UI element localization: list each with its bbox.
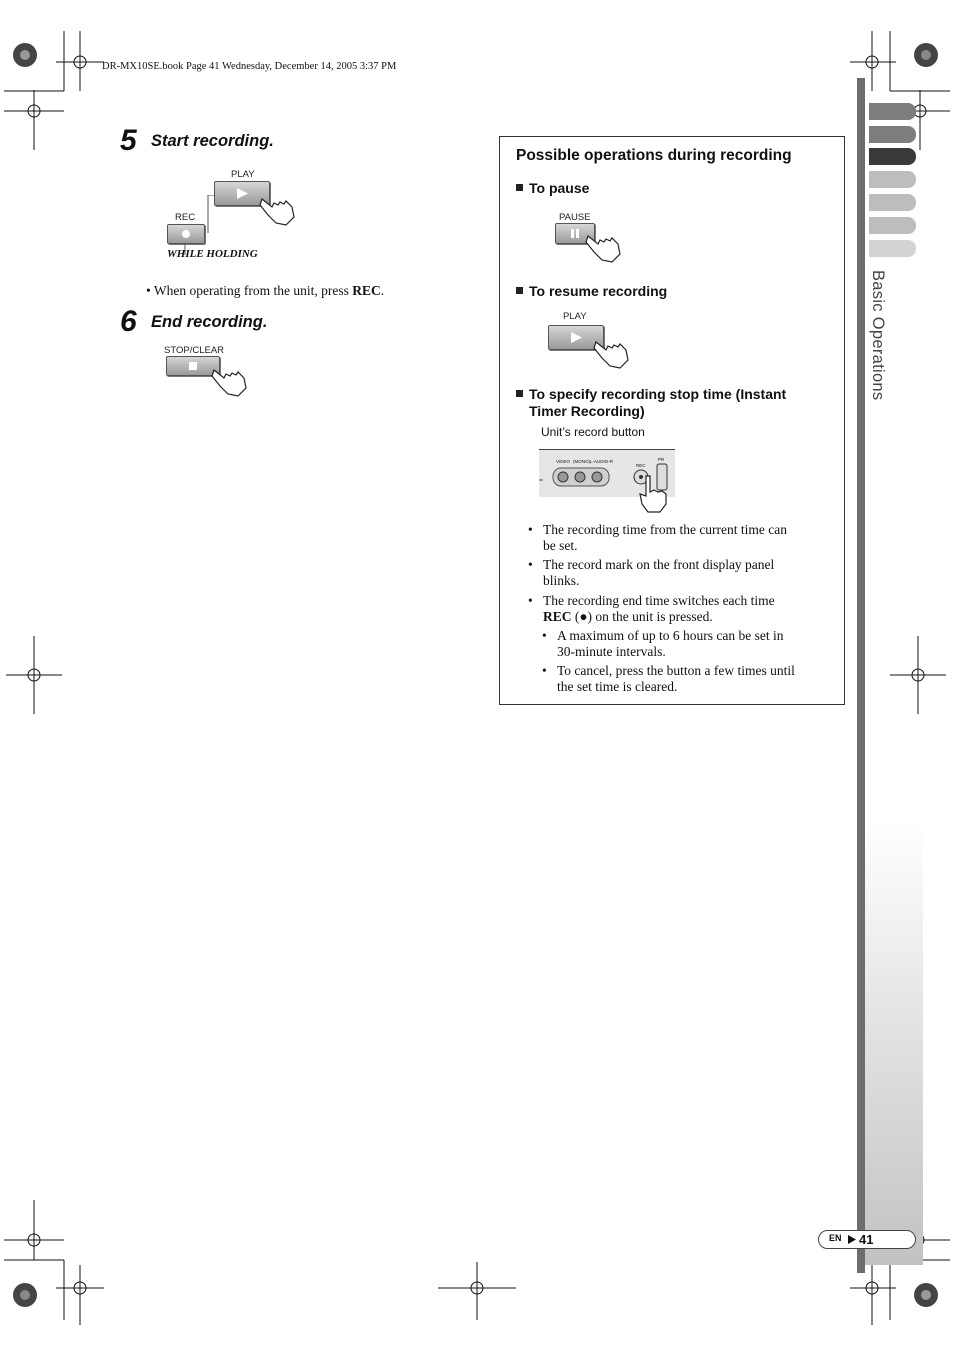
- bullet-3-rec-bold: REC: [543, 609, 572, 624]
- hand-pointer-icon: [210, 364, 252, 398]
- sub-bullet-dot: •: [542, 628, 547, 643]
- timer-heading-line1: To specify recording stop time (Instant: [529, 386, 787, 402]
- bullet-3-line1: The recording end time switches each time: [543, 593, 775, 608]
- resume-play-button-label: PLAY: [563, 311, 587, 322]
- resume-heading-text: To resume recording: [529, 283, 668, 299]
- bullet-1-line1: The recording time from the current time can: [543, 522, 788, 537]
- timer-heading: [516, 386, 786, 420]
- section-tab-2[interactable]: [869, 126, 916, 143]
- section-tab-3-active[interactable]: [869, 148, 916, 165]
- unit-audio-label: (MONO)L-AUDIO-R: [573, 459, 613, 464]
- sub-bullet-1-line2: 30-minute intervals.: [557, 644, 666, 659]
- sidebar-section-label-text: Basic Operations: [869, 270, 887, 401]
- section-tab-4[interactable]: [869, 171, 916, 188]
- hand-pointer-icon: [636, 474, 672, 514]
- section-tab-1[interactable]: [869, 103, 916, 120]
- panel-title: Possible operations during recording: [516, 147, 792, 164]
- section-tab-5[interactable]: [869, 194, 916, 211]
- sub-bullet-2-line1: To cancel, press the button a few times until: [557, 663, 795, 678]
- sub-bullet-item-2: [542, 663, 832, 695]
- bullet-item-1: [528, 522, 828, 554]
- square-bullet-icon: [516, 390, 523, 397]
- unit-record-button-caption: Unit’s record button: [541, 425, 645, 439]
- bullet-3-line2-rest: (●) on the unit is pressed.: [571, 609, 713, 624]
- sidebar-vertical-bar: [857, 78, 865, 1273]
- sub-bullet-item-1: [542, 628, 832, 660]
- rec-button-label: REC: [175, 212, 196, 223]
- sub-bullet-1-line1: A maximum of up to 6 hours can be set in: [557, 628, 784, 643]
- page-number: 41: [859, 1232, 874, 1247]
- resume-heading: [516, 283, 667, 299]
- unit-video-label: VIDEO: [556, 459, 571, 464]
- hand-pointer-icon: [584, 230, 626, 264]
- step-5-note: [146, 283, 384, 299]
- page-number-badge: [818, 1230, 916, 1249]
- pause-heading-text: To pause: [529, 180, 590, 196]
- bullet-dot: •: [528, 593, 533, 608]
- note-prefix: When operating from the unit, press: [153, 283, 353, 298]
- unit-rec-label: REC: [636, 463, 646, 468]
- play-button-label: PLAY: [231, 169, 255, 180]
- pause-button-label: PAUSE: [559, 212, 591, 223]
- sub-bullet-dot: •: [542, 663, 547, 678]
- bullet-item-2: [528, 557, 828, 589]
- hand-pointer-icon: [592, 336, 634, 370]
- step-6-title: End recording.: [151, 313, 268, 331]
- unit-pr-label: PR: [658, 457, 665, 462]
- stop-clear-button-label: STOP/CLEAR: [164, 345, 225, 356]
- square-bullet-icon: [516, 287, 523, 294]
- file-info-header: DR-MX10SE.book Page 41 Wednesday, December 14, 2005 3:37 PM: [102, 61, 397, 72]
- bullet-2-line1: The record mark on the front display panel: [543, 557, 775, 572]
- language-code: EN: [829, 1233, 842, 1243]
- sub-bullet-2-line2: the set time is cleared.: [557, 679, 678, 694]
- bullet-dot: •: [146, 283, 151, 298]
- step-5-title: Start recording.: [151, 132, 274, 150]
- hold-connector-lines: [180, 195, 220, 255]
- bullet-1-line2: be set.: [543, 538, 578, 553]
- arrow-right-icon: [848, 1235, 856, 1244]
- sidebar-gradient: [865, 820, 923, 1265]
- section-tab-7[interactable]: [869, 240, 916, 257]
- timer-heading-line2: Timer Recording): [529, 403, 645, 419]
- bullet-item-3: [528, 593, 828, 625]
- step-6-number: 6: [120, 305, 137, 338]
- sidebar-section-label: [862, 270, 892, 410]
- hand-pointer-icon: [258, 193, 300, 227]
- bullet-2-line2: blinks.: [543, 573, 580, 588]
- note-rec-bold: REC: [352, 283, 381, 298]
- square-bullet-icon: [516, 184, 523, 191]
- pause-heading: [516, 180, 589, 196]
- section-tab-6[interactable]: [869, 217, 916, 234]
- bullet-dot: •: [528, 522, 533, 537]
- note-suffix: .: [380, 283, 385, 298]
- while-holding-label: WHILE HOLDING: [167, 248, 258, 260]
- step-5-number: 5: [120, 124, 137, 157]
- bullet-dot: •: [528, 557, 533, 572]
